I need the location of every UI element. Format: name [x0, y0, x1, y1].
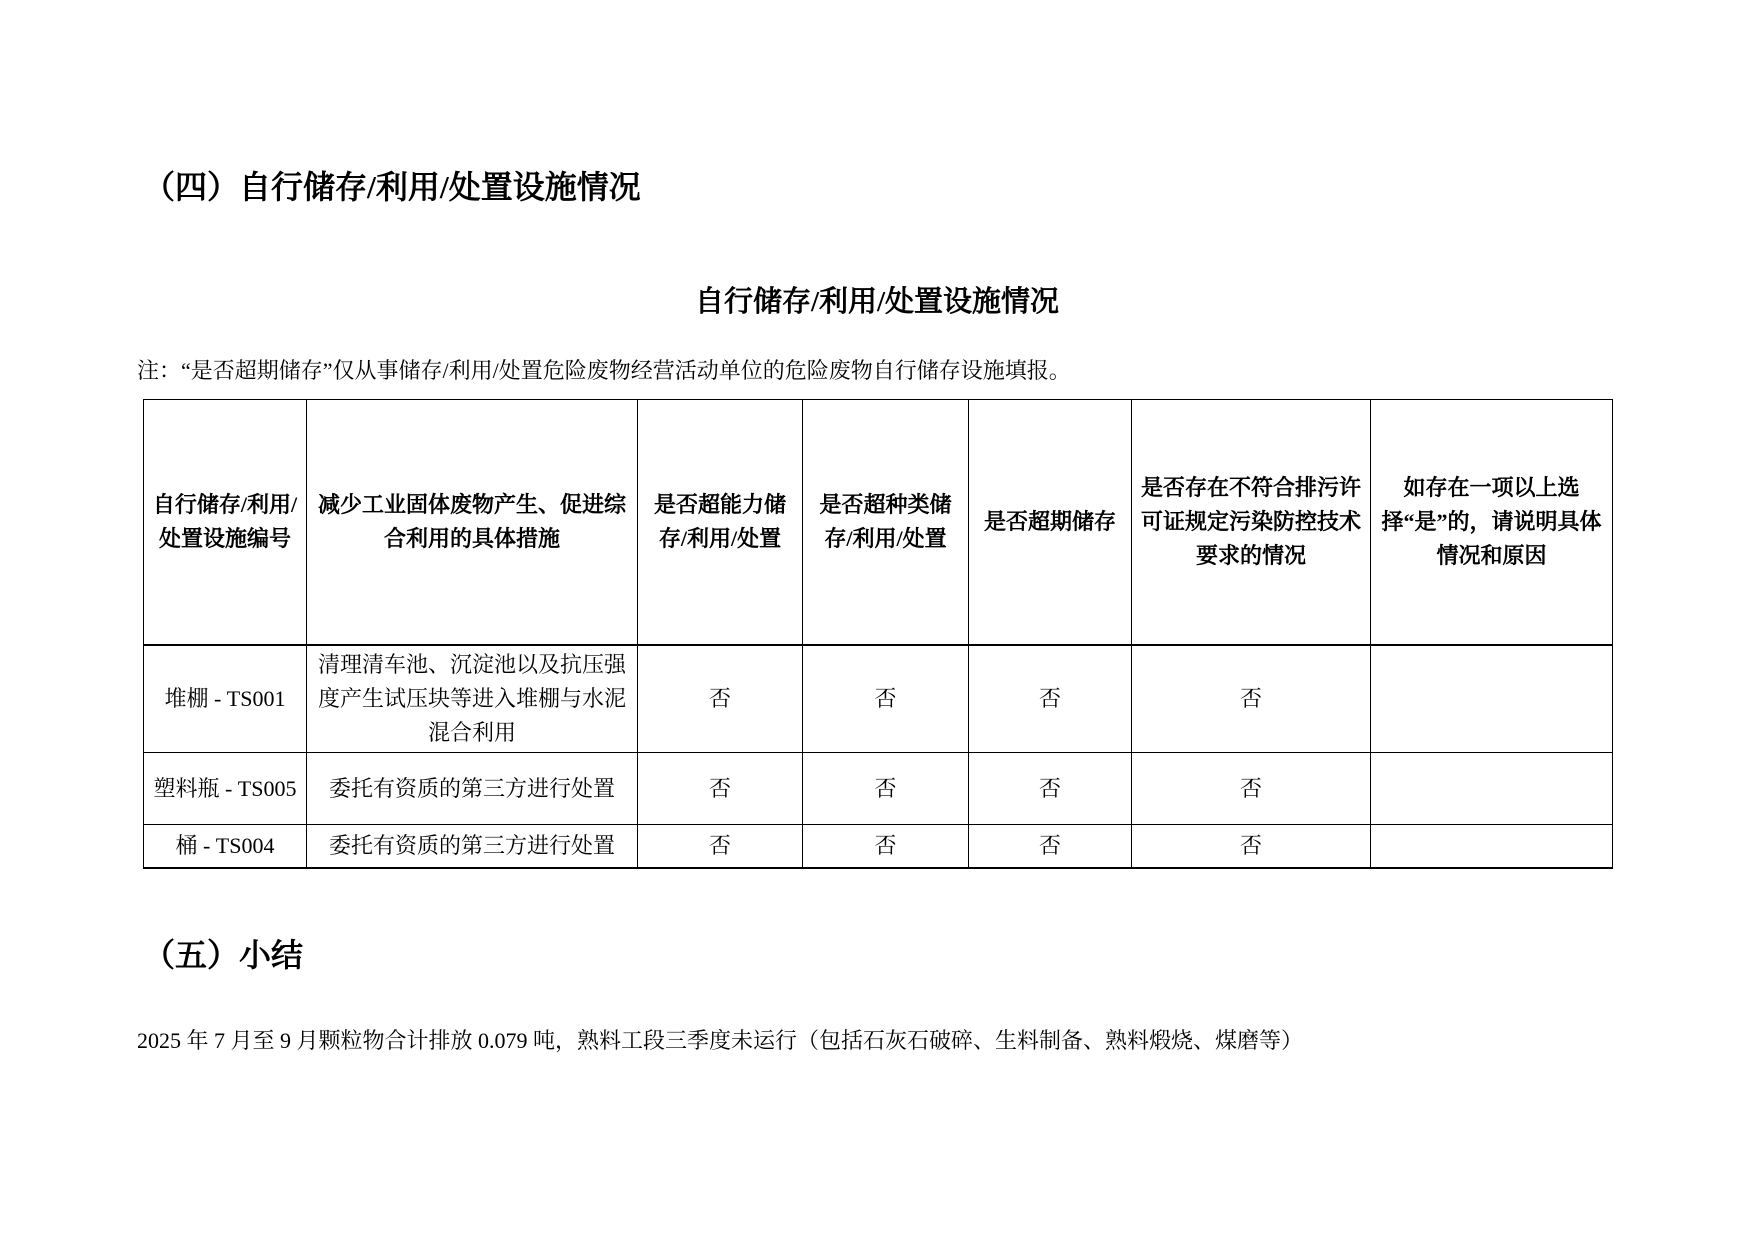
cell-facility-id: 堆棚 - TS001 [144, 645, 307, 753]
cell-over-type: 否 [803, 825, 969, 869]
table-row [144, 645, 1613, 753]
header-over-capacity: 是否超能力储存/利用/处置 [638, 400, 803, 646]
cell-explanation [1371, 645, 1613, 753]
header-over-period: 是否超期储存 [969, 400, 1132, 646]
cell-measures: 委托有资质的第三方进行处置 [307, 825, 638, 869]
table-title: 自行储存/利用/处置设施情况 [694, 286, 1060, 318]
table-row [144, 825, 1613, 869]
header-measures: 减少工业固体废物产生、促进综合利用的具体措施 [307, 400, 638, 646]
header-over-type: 是否超种类储存/利用/处置 [803, 400, 969, 646]
cell-over-type: 否 [803, 753, 969, 825]
cell-measures: 委托有资质的第三方进行处置 [307, 753, 638, 825]
section-5-heading: （五）小结 [143, 937, 304, 973]
table-header-row [144, 400, 1613, 646]
header-permit-compliance: 是否存在不符合排污许可证规定污染防控技术要求的情况 [1132, 400, 1371, 646]
cell-over-capacity: 否 [638, 825, 803, 869]
cell-measures: 清理清车池、沉淀池以及抗压强度产生试压块等进入堆棚与水泥混合利用 [307, 645, 638, 753]
cell-over-period: 否 [969, 645, 1132, 753]
cell-permit-compliance: 否 [1132, 753, 1371, 825]
table-row [144, 753, 1613, 825]
cell-over-period: 否 [969, 825, 1132, 869]
section-4-heading: （四）自行储存/利用/处置设施情况 [143, 169, 641, 205]
cell-permit-compliance: 否 [1132, 825, 1371, 869]
cell-explanation [1371, 753, 1613, 825]
cell-explanation [1371, 825, 1613, 869]
cell-permit-compliance: 否 [1132, 645, 1371, 753]
cell-facility-id: 塑料瓶 - TS005 [144, 753, 307, 825]
summary-paragraph: 2025 年 7 月至 9 月颗粒物合计排放 0.079 吨，熟料工段三季度未运行（包括石灰石破碎、生料制备、熟料煅烧、煤磨等） [137, 1028, 1304, 1053]
cell-over-period: 否 [969, 753, 1132, 825]
facility-table-wrapper [143, 399, 1613, 869]
cell-facility-id: 桶 - TS004 [144, 825, 307, 869]
header-explanation: 如存在一项以上选择“是”的，请说明具体情况和原因 [1371, 400, 1613, 646]
cell-over-capacity: 否 [638, 753, 803, 825]
facility-table [143, 399, 1613, 869]
header-facility-id: 自行储存/利用/处置设施编号 [144, 400, 307, 646]
cell-over-capacity: 否 [638, 645, 803, 753]
table-note: 注：“是否超期储存”仅从事储存/利用/处置危险废物经营活动单位的危险废物自行储存设施填报。 [137, 358, 1071, 383]
cell-over-type: 否 [803, 645, 969, 753]
